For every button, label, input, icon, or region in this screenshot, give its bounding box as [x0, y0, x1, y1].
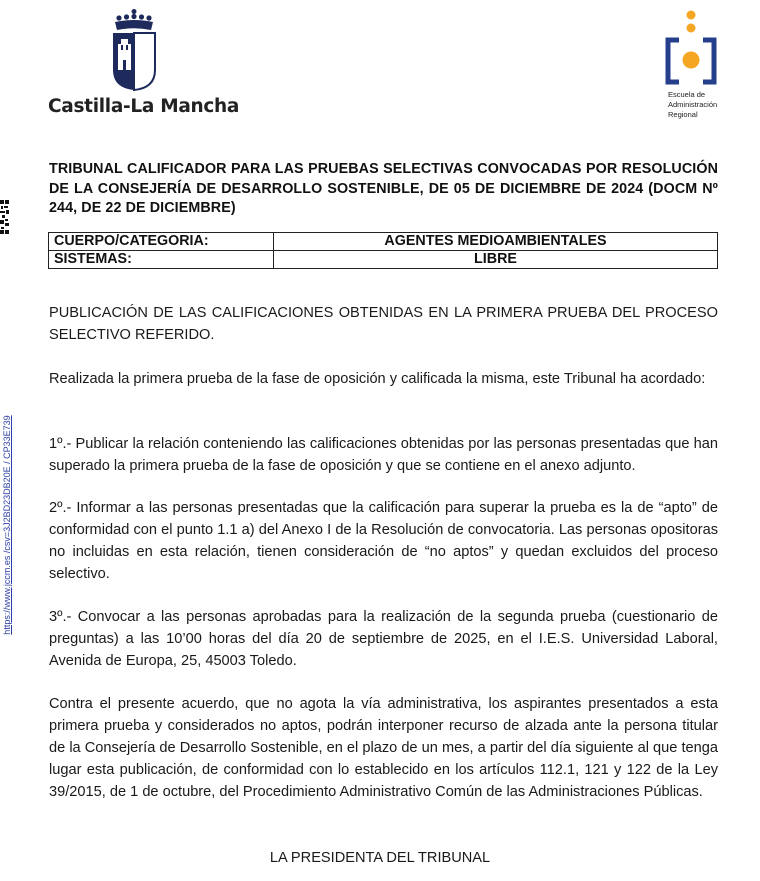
table-value: LIBRE	[274, 251, 718, 269]
ear-bracket-mark-icon	[664, 8, 718, 88]
verification-link[interactable]: https://www.jccm.es /csv=3J2BD23DB20E / CP33E739	[2, 415, 12, 635]
table-row	[49, 233, 718, 251]
escuela-administracion-logo	[664, 8, 724, 126]
appeal-paragraph: Contra el presente acuerdo, que no agota la vía administrativa, los aspirantes presentados a esta primera prueba y considerados no aptos, podrán interponer recurso de alzada ante la persona titular de la Consejería de Desarrollo Sostenible, en el plazo de un mes, a partir del día siguiente al que tenga lugar esta publicación, de conformidad con lo establecido en los artículos 112.1, 121 y 122 de la Ley 39/2015, de 1 de octubre, del Procedimiento Administrativo Común de las Administraciones Públicas.	[49, 696, 718, 800]
qr-code-icon	[0, 200, 9, 234]
document-title: TRIBUNAL CALIFICADOR PARA LAS PRUEBAS SELECTIVAS CONVOCADAS POR RESOLUCIÓN DE LA CONSEJERÍA DE DESARROLLO SOSTENIBLE, DE 05 DE DICIEMBRE DE 2024 (DOCM Nº 244, DE 22 DE DICIEMBRE)	[49, 161, 718, 216]
table-value: AGENTES MEDIOAMBIENTALES	[274, 233, 718, 251]
ear-logo-line: Administración	[668, 100, 718, 109]
info-table	[48, 232, 718, 269]
point-2-paragraph: 2º.- Informar a las personas presentadas que la calificación para superar la prueba es la de “apto” de conformidad con el punto 1.1 a) del Anexo I de la Resolución de convocatoria. Las personas opositoras no incluidas en esta relación, tienen consideración de “no aptos” y quedan excluidos del proceso selectivo.	[49, 500, 718, 582]
table-row	[49, 251, 718, 269]
table-label: CUERPO/CATEGORIA:	[49, 233, 274, 251]
publication-heading: PUBLICACIÓN DE LAS CALIFICACIONES OBTENIDAS EN LA PRIMERA PRUEBA DEL PROCESO SELECTIVO REFERIDO.	[49, 305, 718, 343]
logo-name: Castilla-La Mancha	[48, 96, 240, 117]
intro-paragraph: Realizada la primera prueba de la fase de oposición y calificada la misma, este Tribunal ha acordado:	[49, 371, 706, 387]
point-3-paragraph: 3º.- Convocar a las personas aprobadas para la realización de la segunda prueba (cuestionario de preguntas) a las 10’00 horas del día 20 de septiembre de 2025, en el I.E.S. Universidad Laboral, Avenida de Europa, 25, 45003 Toledo.	[49, 609, 718, 669]
point-1-paragraph: 1º.- Publicar la relación conteniendo las calificaciones obtenidas por las personas presentadas que han superado la primera prueba de la fase de oposición y que se contiene en el anexo adjunto.	[49, 436, 718, 474]
castilla-la-mancha-logo	[48, 8, 240, 120]
table-label: SISTEMAS:	[49, 251, 274, 269]
ear-logo-line: Regional	[668, 110, 698, 119]
ear-logo-text	[668, 90, 724, 120]
signature-line: LA PRESIDENTA DEL TRIBUNAL	[269, 850, 491, 866]
ear-logo-line: Escuela de	[668, 90, 706, 99]
castle-crest-icon	[110, 8, 158, 92]
